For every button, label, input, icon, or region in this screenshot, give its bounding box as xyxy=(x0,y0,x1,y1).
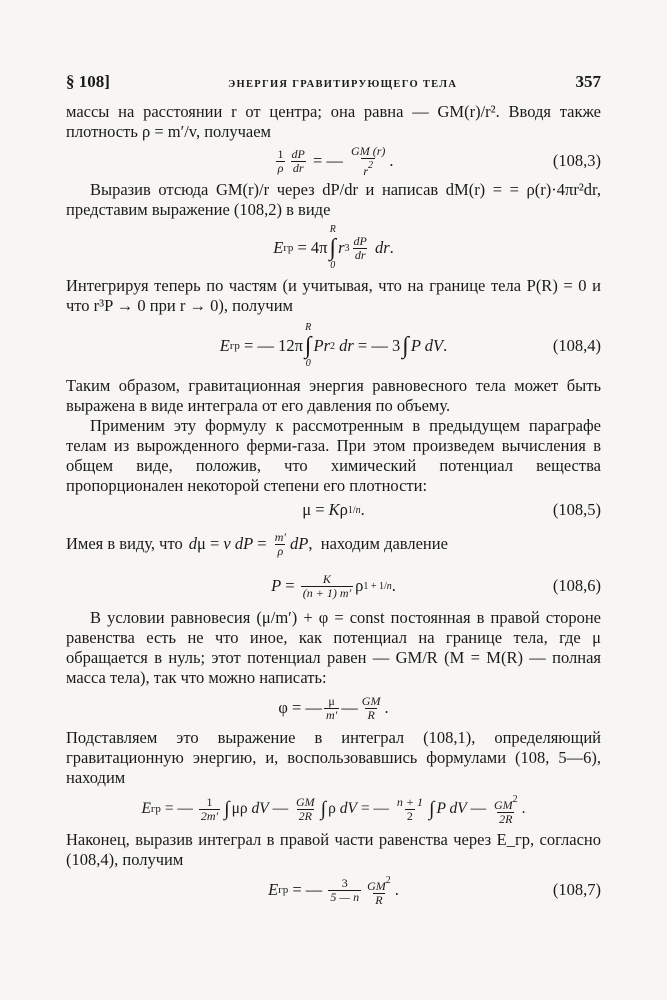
page-number: 357 xyxy=(575,72,601,91)
equation-number: (108,3) xyxy=(552,151,601,170)
paragraph-8: Подставляем это выражение в интеграл (108,1), определяющий гравитационную энергию, и, воспользовавшись формулами (108, 5—6), находим xyxy=(66,728,601,787)
page-header xyxy=(66,72,601,102)
equation-phi: φ = — $\frac{\mu}{m'}$ — $\frac{GM}{R}$ . xyxy=(278,693,389,722)
equation-number: (108,7) xyxy=(552,880,601,899)
paragraph-3: Интегрируя теперь по частям (и учитывая, что на границе тела P(R) = 0 и что r³P → 0 при r → 0), получим xyxy=(66,276,601,315)
equation-108-5: μ = K ρ 1/n . (108,5) xyxy=(302,500,601,519)
inline-formula-line: Имея в виду, что d μ = v dP = $\frac{m'}{\rho}$ dP , находим давление xyxy=(66,529,448,558)
paragraph-2: Выразив отсюда GM(r)/r через dP/dr и написав dM(r) = = ρ(r)·4πr²dr, представим выражение (108,2) в виде xyxy=(66,180,601,219)
paragraph-7: В условии равновесия (μ/m′) + φ = const постоянная в правой стороне равенства есть не что иное, как потенциал на границе тела, где μ обращается в нуль; этот потенциал равен — GM/R (M = M(R) — полная масса тела), так что можно написать: xyxy=(66,608,601,687)
equation-108-3: $\frac{1}{\rho}$ $\frac{dP}{dr}$ = — $\frac{GM (r)}{r^2}$ . (108,3) xyxy=(277,143,601,178)
paragraph-4: Таким образом, гравитационная энергия равновесного тела может быть выражена в виде интеграла от его давления по объему. xyxy=(66,376,601,415)
equation-108-7: E гр = — $\frac{3}{5 — n}$ $\frac{GM^2}{R}$ . (108,7) xyxy=(268,874,601,907)
section-marker: § 108] xyxy=(66,72,110,91)
book-page xyxy=(66,72,601,910)
equation-e-gr-expanded: E гр = — $\frac{1}{2m'}$ ∫ μρ dV — $\frac{GM}{2R}$ ∫ ρ dV = — $\frac{n + 1}{2}$ ∫ P dV — $\frac{GM^2}{2R}$ . xyxy=(141,793,526,826)
paragraph-6-end: находим давление xyxy=(320,534,448,553)
equation-number: (108,6) xyxy=(552,576,601,595)
paragraph-1: массы на расстоянии r от центра; она равна — GM(r)/r². Вводя также плотность ρ = m′/v, получаем xyxy=(66,102,601,141)
equation-number: (108,5) xyxy=(552,500,601,519)
paragraph-5: Применим эту формулу к рассмотренным в предыдущем параграфе телам из вырожденного ферми-газа. При этом произведем вычисления в общем виде, положив, что химический потенциал вещества пропорционален некоторой степени его плотности: xyxy=(66,416,601,495)
running-title: ЭНЕРГИЯ ГРАВИТИРУЮЩЕГО ТЕЛА xyxy=(228,79,458,90)
paragraph-9: Наконец, выразив интеграл в правой части равенства через E_гр, согласно (108,4), получим xyxy=(66,830,601,869)
equation-108-6: P = $\frac{K}{(n + 1) m'}$ ρ 1 + 1/n . (108,6) xyxy=(271,571,601,600)
paragraph-6-start: Имея в виду, что xyxy=(66,534,183,553)
equation-e-gr-integral: E гр = 4π R ∫ 0 r 3 $\frac{dP}{dr}$ dr . xyxy=(273,224,394,271)
equation-108-4: E гр = — 12π R ∫ 0 Pr 2 dr = — 3 ∫ P dV . (108,4) xyxy=(219,322,601,369)
equation-number: (108,4) xyxy=(552,336,601,355)
